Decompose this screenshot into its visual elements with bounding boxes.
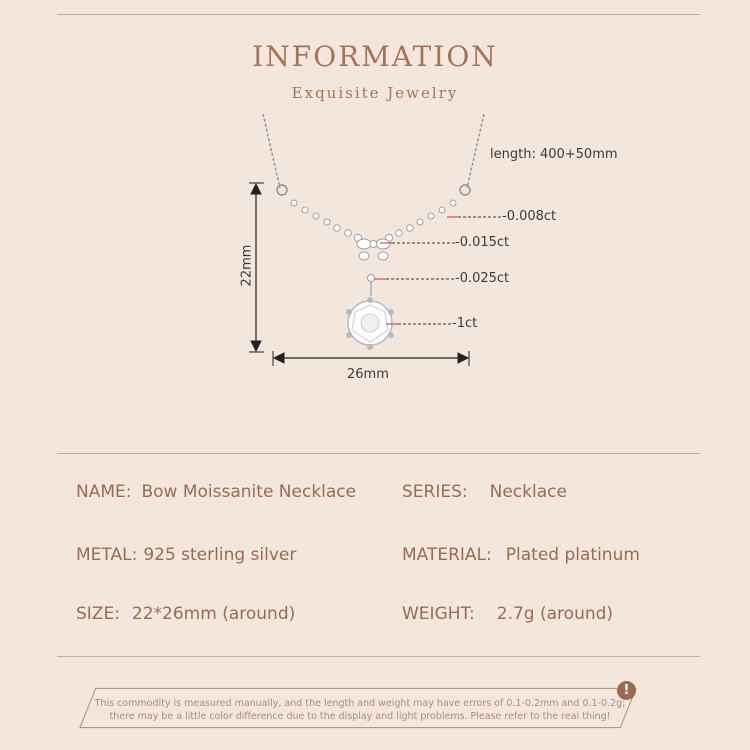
spec-weight [402, 604, 613, 624]
notice-text [90, 697, 630, 723]
length-label: length: 400+50mm [490, 147, 618, 162]
width-dimension [273, 351, 469, 366]
page-subtitle: Exquisite Jewelry [291, 84, 459, 102]
spec-row-2 [0, 545, 750, 575]
spec-material-value: Plated platinum [505, 545, 640, 565]
spec-series [402, 482, 567, 502]
spec-size-key: SIZE: [76, 604, 120, 624]
stone-links [291, 200, 456, 242]
drop-stone [368, 275, 375, 282]
height-label: 22mm [239, 244, 255, 287]
spec-material-key: MATERIAL: [402, 545, 492, 565]
page-title: INFORMATION [252, 40, 498, 73]
notice-line-1: This commodity is measured manually, and the length and weight may have errors of 0.1-0.2mm and 0.1-0.2g; [94, 698, 626, 709]
spec-row-1 [0, 482, 750, 512]
stone-label-small: -0.008ct [502, 209, 557, 224]
spec-series-value: Necklace [489, 482, 567, 502]
clasp-ring-left [277, 185, 287, 195]
specs-top-divider [57, 453, 700, 454]
stone-label-main: -1ct [452, 316, 478, 331]
spec-metal-value: 925 sterling silver [143, 545, 297, 565]
spec-metal [76, 545, 296, 565]
clasp-ring-right [460, 185, 470, 195]
spec-size-value: 22*26mm (around) [131, 604, 296, 624]
warning-icon: ! [617, 681, 636, 700]
stone-label-drop: -0.025ct [455, 271, 510, 286]
spec-name-value: Bow Moissanite Necklace [141, 482, 357, 502]
spec-material [402, 545, 640, 565]
spec-name [76, 482, 356, 502]
notice-line-2: there may be a little color difference due to the display and light problems. Please refer to the real thing! [109, 711, 611, 722]
spec-row-3 [0, 604, 750, 634]
spec-weight-key: WEIGHT: [402, 604, 475, 624]
stone-label-bow: -0.015ct [455, 235, 510, 250]
spec-name-key: NAME: [76, 482, 132, 502]
specs-bottom-divider [57, 656, 700, 657]
width-label: 26mm [347, 367, 389, 382]
necklace-chain [263, 114, 484, 188]
spec-weight-value: 2.7g (around) [496, 604, 614, 624]
spec-series-key: SERIES: [402, 482, 468, 502]
bow-center [357, 239, 390, 260]
spec-metal-key: METAL: [76, 545, 138, 565]
spec-size [76, 604, 295, 624]
